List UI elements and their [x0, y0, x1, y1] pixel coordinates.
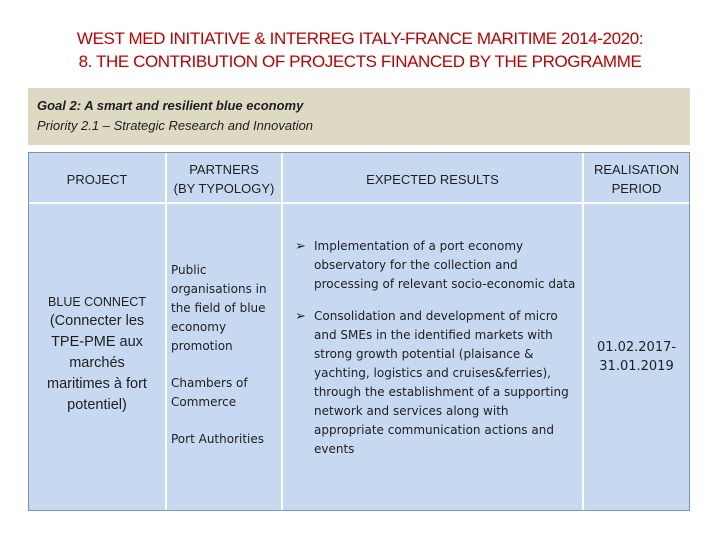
project-name: BLUE CONNECT [48, 295, 146, 309]
column-divider-1 [165, 153, 167, 510]
column-divider-2 [281, 153, 283, 510]
goal-box [28, 88, 690, 145]
title-line-1: WEST MED INITIATIVE & INTERREG ITALY-FRANCE MARITIME 2014-2020: [76, 29, 644, 48]
partners-cell [171, 261, 281, 467]
header-divider [29, 202, 689, 204]
header-expected-results: EXPECTED RESULTS [366, 172, 499, 187]
column-divider-3 [582, 153, 584, 510]
arrow-bullet-icon: ➢ [295, 239, 306, 254]
result-text: Implementation of a port economy observatory for the collection and processing of relevant socio-economic data [314, 239, 576, 291]
partner-item: Chambers of Commerce [171, 376, 248, 409]
projects-table [28, 152, 690, 511]
partner-item: Port Authorities [171, 432, 265, 446]
project-description: (Connecter les TPE-PME aux marchés maritimes à fort potentiel) [47, 313, 147, 413]
header-project: PROJECT [66, 172, 128, 187]
page-title [0, 27, 720, 73]
title-line-2: 8. THE CONTRIBUTION OF PROJECTS FINANCED BY THE PROGRAMME [78, 52, 642, 71]
partner-item: Public organisations in the field of blue economy promotion [171, 263, 267, 353]
goal-title: Goal 2: A smart and resilient blue economy [37, 98, 304, 113]
result-item [295, 307, 577, 459]
results-cell [295, 237, 577, 472]
realisation-period: 01.02.2017- 31.01.2019 [596, 340, 677, 374]
header-partners: PARTNERS (BY TYPOLOGY) [173, 162, 275, 196]
priority-subtitle: Priority 2.1 – Strategic Research and Innovation [37, 118, 314, 133]
header-realisation-period: REALISATION PERIOD [593, 162, 679, 196]
result-text: Consolidation and development of micro and SMEs in the identified markets with strong growth potential (plaisance & yachting, logistics and cruises&ferries), through the establishment of a supporting network and services along with appropriate communication actions and events [314, 309, 569, 456]
result-item [295, 237, 577, 294]
arrow-bullet-icon: ➢ [295, 309, 306, 324]
project-cell [29, 293, 165, 416]
